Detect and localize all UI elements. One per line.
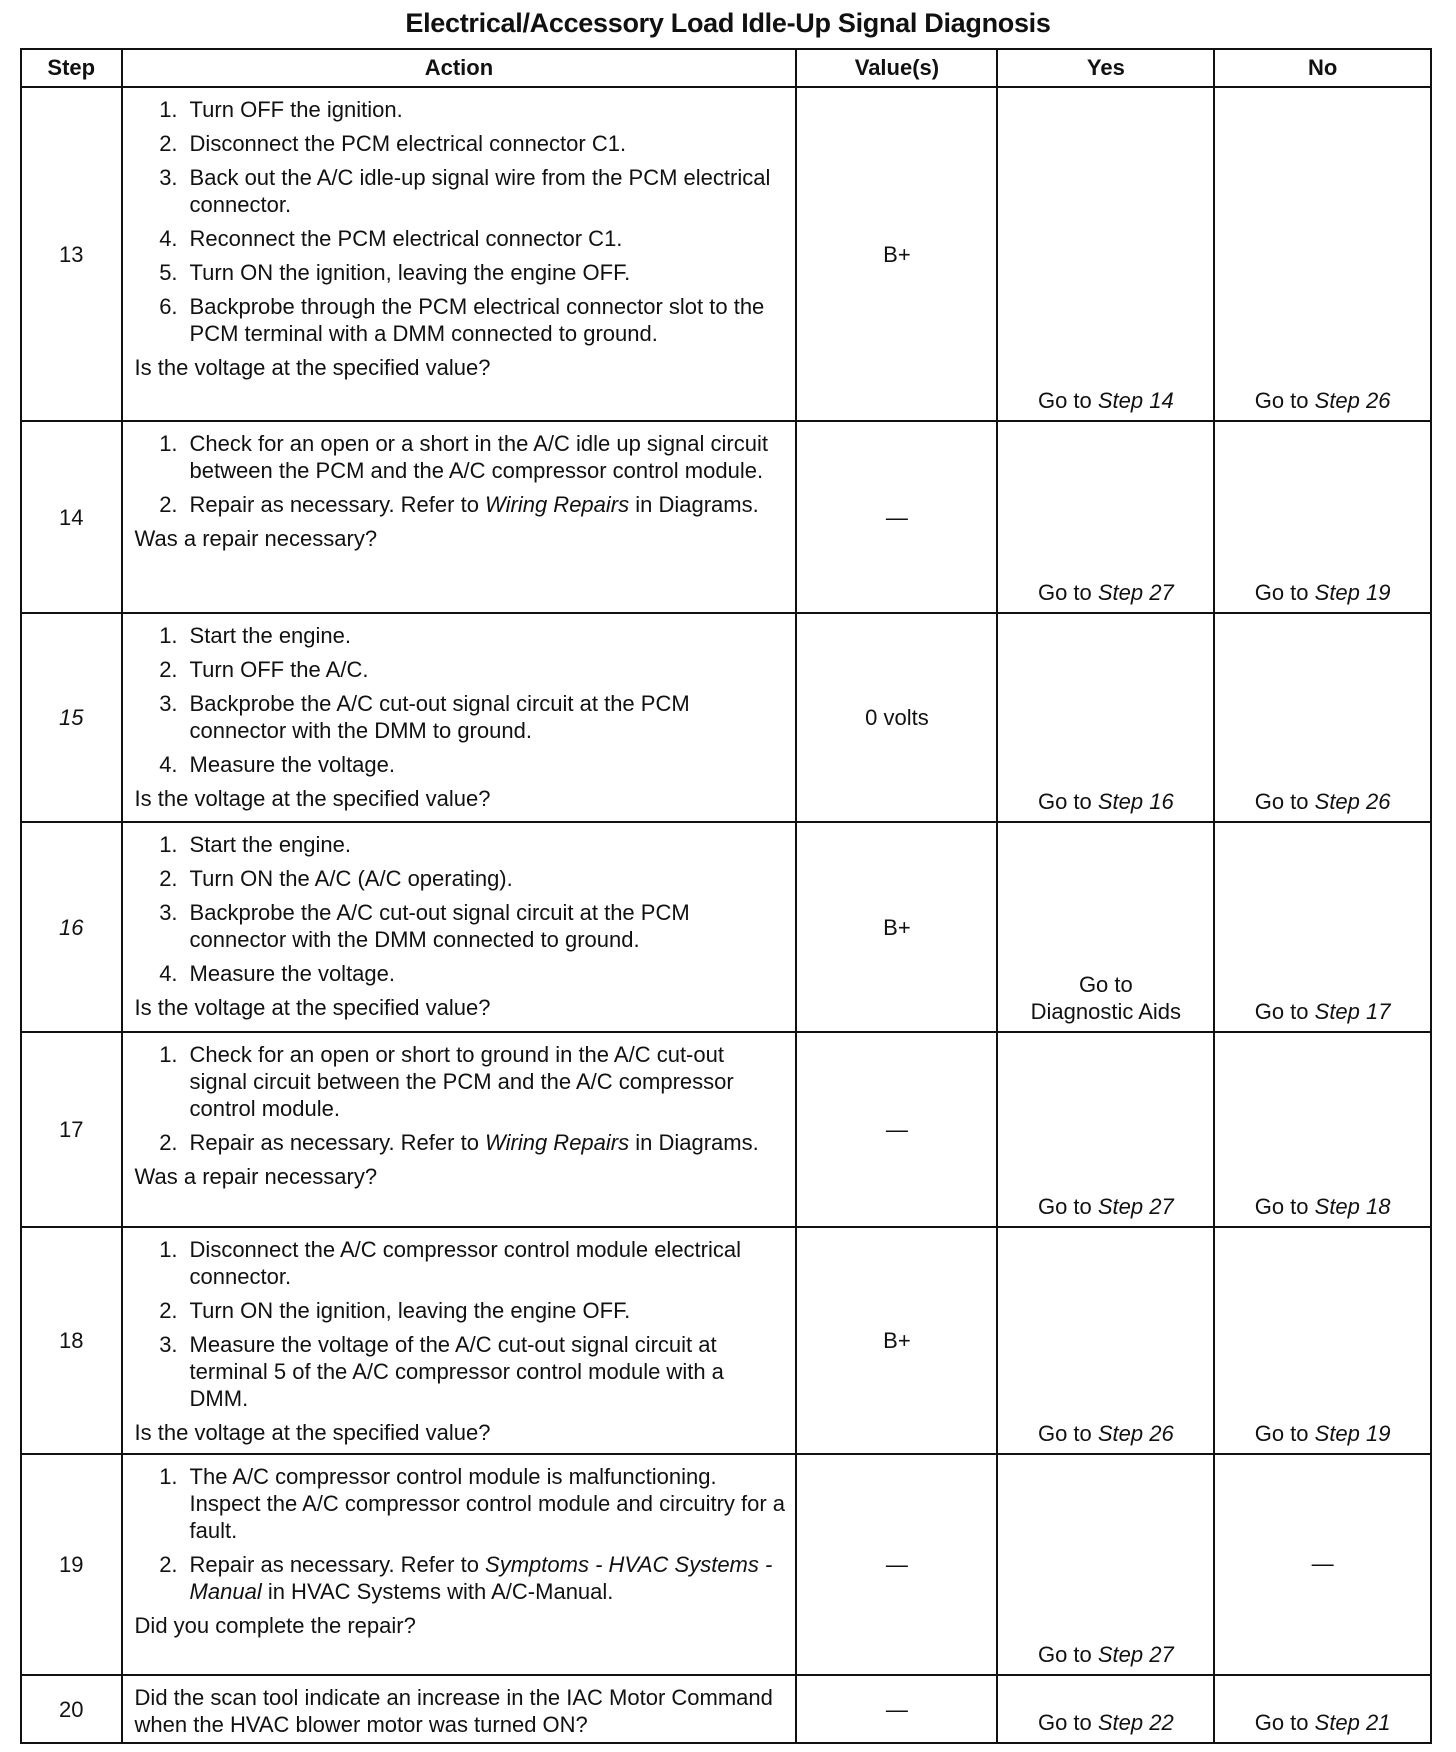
step-number: 14 (21, 421, 122, 613)
action-cell (122, 1675, 797, 1743)
action-step-number: 4. (159, 226, 178, 251)
action-cell (122, 1454, 797, 1675)
italic-text: Step 22 (1097, 1710, 1174, 1735)
value-cell: 0 volts (796, 613, 997, 822)
no-cell (1214, 1675, 1431, 1743)
text-run: Turn ON the ignition, leaving the engine OFF. (189, 1298, 631, 1323)
value-cell: — (796, 1454, 997, 1675)
action-step-number: 1. (159, 1464, 178, 1489)
action-step-text (190, 751, 786, 778)
no-cell (1214, 1032, 1431, 1227)
action-question: Is the voltage at the specified value? (134, 355, 491, 380)
italic-text: Step 19 (1314, 1421, 1391, 1446)
no-cell (1214, 822, 1431, 1032)
action-step (135, 899, 786, 953)
text-run: Go to (1254, 388, 1315, 413)
action-step-text (190, 1129, 786, 1156)
text-run: Go to (1254, 999, 1315, 1024)
table-row (21, 613, 1431, 822)
action-question: Was a repair necessary? (134, 526, 378, 551)
no-cell (1214, 87, 1431, 421)
action-steps (135, 1463, 786, 1605)
text-run: Go to (1037, 1710, 1098, 1735)
action-step-number: 1. (159, 97, 178, 122)
action-step-number: 3. (159, 1332, 178, 1357)
italic-text: Step 16 (1097, 789, 1174, 814)
action-step-number: 1. (159, 1237, 178, 1262)
yes-cell (997, 1454, 1214, 1675)
action-step-text (190, 1331, 786, 1412)
header-row (21, 49, 1431, 87)
diagnosis-table (20, 48, 1432, 1744)
action-step-text (190, 259, 786, 286)
value-cell: B+ (796, 1227, 997, 1454)
action-step (135, 1297, 786, 1324)
action-step-number: 3. (159, 900, 178, 925)
action-step-number: 5. (159, 260, 178, 285)
action-cell (122, 87, 797, 421)
italic-text: Symptoms - HVAC Systems - Manual (189, 1552, 773, 1604)
step-number: 15 (21, 613, 122, 822)
text-run: Go to (1254, 1710, 1315, 1735)
step-number: 17 (21, 1032, 122, 1227)
action-step-number: 4. (159, 961, 178, 986)
text-run: Go to (1037, 580, 1098, 605)
action-steps (135, 1041, 786, 1156)
value-cell: — (796, 1675, 997, 1743)
text-run: Turn OFF the A/C. (189, 657, 369, 682)
action-step (135, 1236, 786, 1290)
action-cell (122, 822, 797, 1032)
action-question: Did the scan tool indicate an increase in the IAC Motor Command when the HVAC blower motor was turned ON? (134, 1685, 773, 1737)
table-row (21, 1227, 1431, 1454)
action-step-number: 2. (159, 131, 178, 156)
action-step (135, 751, 786, 778)
text-run: Backprobe the A/C cut-out signal circuit at the PCM connector with the DMM to ground. (189, 691, 690, 743)
italic-text: Step 19 (1314, 580, 1391, 605)
action-step-text (190, 130, 786, 157)
yes-cell (997, 421, 1214, 613)
action-step (135, 690, 786, 744)
text-run: Reconnect the PCM electrical connector C1. (189, 226, 623, 251)
action-steps (135, 831, 786, 987)
yes-cell (997, 1227, 1214, 1454)
action-steps (135, 96, 786, 347)
table-row (21, 822, 1431, 1032)
action-step-text (190, 491, 786, 518)
action-step-number: 3. (159, 691, 178, 716)
text-run: Go to (1037, 1194, 1098, 1219)
text-run: Measure the voltage of the A/C cut-out signal circuit at terminal 5 of the A/C compressor control module with a DMM. (189, 1332, 724, 1411)
column-header-yes: Yes (997, 49, 1214, 87)
action-step-number: 4. (159, 752, 178, 777)
italic-text: Step 26 (1314, 388, 1391, 413)
action-step-text (190, 865, 786, 892)
italic-text: Step 21 (1314, 1710, 1391, 1735)
italic-text: Wiring Repairs (485, 1130, 630, 1155)
action-step-number: 1. (159, 431, 178, 456)
action-step-text (190, 96, 786, 123)
text-run: Measure the voltage. (189, 752, 396, 777)
action-cell (122, 613, 797, 822)
text-run: Go to (1254, 580, 1315, 605)
text-run: Turn OFF the ignition. (189, 97, 403, 122)
text-run: Backprobe the A/C cut-out signal circuit at the PCM connector with the DMM connected to ground. (189, 900, 690, 952)
no-cell (1214, 1227, 1431, 1454)
italic-text: Step 26 (1314, 789, 1391, 814)
text-run: Repair as necessary. Refer to (189, 1130, 486, 1155)
action-step (135, 1331, 786, 1412)
value-cell: — (796, 421, 997, 613)
value-cell: — (796, 1032, 997, 1227)
italic-text: Wiring Repairs (485, 492, 630, 517)
text-run: Measure the voltage. (189, 961, 396, 986)
step-number: 20 (21, 1675, 122, 1743)
action-step-text (190, 690, 786, 744)
italic-text: Step 26 (1097, 1421, 1174, 1446)
text-run: in Diagrams. (629, 492, 759, 517)
action-step-text (190, 1297, 786, 1324)
action-step-text (190, 293, 786, 347)
italic-text: Step 17 (1314, 999, 1391, 1024)
action-step (135, 430, 786, 484)
action-step (135, 164, 786, 218)
yes-cell (997, 1032, 1214, 1227)
action-step (135, 491, 786, 518)
action-question: Did you complete the repair? (134, 1613, 416, 1638)
action-question: Was a repair necessary? (134, 1164, 378, 1189)
text-run: in HVAC Systems with A/C-Manual. (261, 1579, 614, 1604)
action-step (135, 622, 786, 649)
text-run: Go to (1037, 388, 1098, 413)
action-step-text (190, 622, 786, 649)
action-step-number: 6. (159, 294, 178, 319)
action-steps (135, 622, 786, 778)
table-body (21, 87, 1431, 1743)
action-step (135, 259, 786, 286)
text-run: Go to (1254, 1421, 1315, 1446)
action-step-text (190, 831, 786, 858)
italic-text: Step 18 (1314, 1194, 1391, 1219)
text-run: Go to (1254, 1194, 1315, 1219)
action-step-text (190, 430, 786, 484)
step-number: 13 (21, 87, 122, 421)
text-run: Disconnect the A/C compressor control module electrical connector. (189, 1237, 742, 1289)
text-run: Turn ON the A/C (A/C operating). (189, 866, 513, 891)
page-title: Electrical/Accessory Load Idle-Up Signal Diagnosis (405, 8, 1051, 38)
action-step-number: 2. (159, 1130, 178, 1155)
text-run: The A/C compressor control module is malfunctioning. Inspect the A/C compressor control module and circuitry for a fault. (189, 1464, 786, 1543)
action-cell (122, 421, 797, 613)
action-step-text (190, 1463, 786, 1544)
action-step-text (190, 164, 786, 218)
action-step-number: 2. (159, 492, 178, 517)
action-step (135, 865, 786, 892)
text-run: Go to (1254, 789, 1315, 814)
text-run: Check for an open or a short in the A/C idle up signal circuit between the PCM and the A/C compressor control module. (189, 431, 768, 483)
table-row (21, 1032, 1431, 1227)
no-cell (1214, 421, 1431, 613)
action-step (135, 1129, 786, 1156)
yes-cell (997, 822, 1214, 1032)
action-step-number: 3. (159, 165, 178, 190)
text-run: Go to (1078, 972, 1133, 997)
text-run: Turn ON the ignition, leaving the engine OFF. (189, 260, 631, 285)
action-step (135, 1463, 786, 1544)
yes-cell (997, 613, 1214, 822)
table-row (21, 87, 1431, 421)
yes-cell (997, 1675, 1214, 1743)
action-cell (122, 1032, 797, 1227)
action-step-text (190, 899, 786, 953)
text-run: Back out the A/C idle-up signal wire from the PCM electrical connector. (189, 165, 771, 217)
text-run: Repair as necessary. Refer to (189, 492, 486, 517)
action-question: Is the voltage at the specified value? (134, 1420, 491, 1445)
table-row (21, 1675, 1431, 1743)
yes-cell (997, 87, 1214, 421)
action-step (135, 96, 786, 123)
no-cell: — (1214, 1454, 1431, 1675)
action-step (135, 1551, 786, 1605)
action-question: Is the voltage at the specified value? (134, 995, 491, 1020)
action-step (135, 130, 786, 157)
text-run: Go to (1037, 1642, 1098, 1667)
text-run: Diagnostic Aids (1030, 999, 1182, 1024)
action-step-number: 2. (159, 657, 178, 682)
action-step (135, 225, 786, 252)
action-step (135, 1041, 786, 1122)
text-run: in Diagrams. (629, 1130, 759, 1155)
action-cell (122, 1227, 797, 1454)
step-number: 19 (21, 1454, 122, 1675)
action-step (135, 656, 786, 683)
column-header-step: Step (21, 49, 122, 87)
value-cell: B+ (796, 87, 997, 421)
italic-text: Step 27 (1097, 1194, 1174, 1219)
text-run: Backprobe through the PCM electrical connector slot to the PCM terminal with a DMM connected to ground. (189, 294, 765, 346)
action-step-text (190, 1041, 786, 1122)
column-header-no: No (1214, 49, 1431, 87)
text-run: Repair as necessary. Refer to (189, 1552, 486, 1577)
italic-text: Step 27 (1097, 580, 1174, 605)
action-step (135, 831, 786, 858)
text-run: Go to (1037, 1421, 1098, 1446)
no-cell (1214, 613, 1431, 822)
action-step-number: 1. (159, 623, 178, 648)
action-step-number: 2. (159, 866, 178, 891)
action-step-number: 1. (159, 832, 178, 857)
table-row (21, 1454, 1431, 1675)
text-run: Start the engine. (189, 832, 351, 857)
text-run: Check for an open or short to ground in the A/C cut-out signal circuit between the PCM and the A/C compressor control module. (189, 1042, 734, 1121)
value-cell: B+ (796, 822, 997, 1032)
action-step-text (190, 656, 786, 683)
column-header-values: Value(s) (796, 49, 997, 87)
text-run: Disconnect the PCM electrical connector C1. (189, 131, 627, 156)
table-row (21, 421, 1431, 613)
text-run: Go to (1037, 789, 1098, 814)
italic-text: Step 14 (1097, 388, 1174, 413)
action-step-text (190, 1236, 786, 1290)
column-header-action: Action (122, 49, 797, 87)
text-run: Start the engine. (189, 623, 351, 648)
step-number: 18 (21, 1227, 122, 1454)
action-step (135, 293, 786, 347)
action-step-text (190, 225, 786, 252)
action-step-text (190, 1551, 786, 1605)
action-steps (135, 430, 786, 518)
action-step (135, 960, 786, 987)
step-number: 16 (21, 822, 122, 1032)
action-step-text (190, 960, 786, 987)
action-question: Is the voltage at the specified value? (134, 786, 491, 811)
action-steps (135, 1236, 786, 1412)
italic-text: Step 27 (1097, 1642, 1174, 1667)
action-step-number: 2. (159, 1298, 178, 1323)
action-step-number: 2. (159, 1552, 178, 1577)
action-step-number: 1. (159, 1042, 178, 1067)
